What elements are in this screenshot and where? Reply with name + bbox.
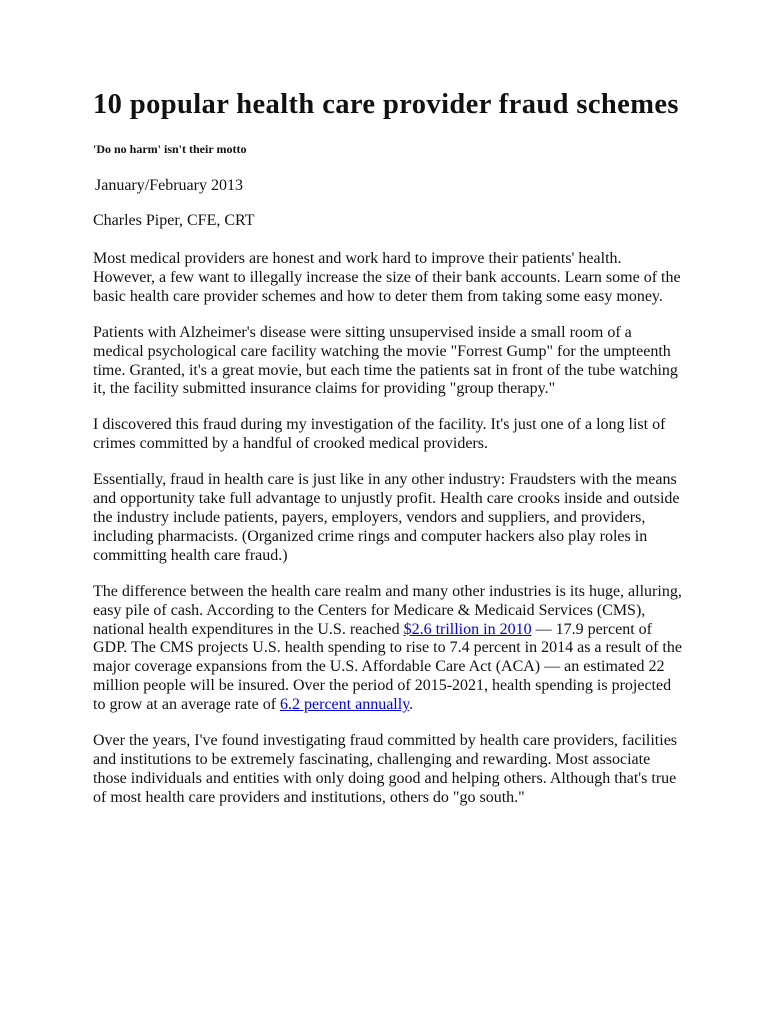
article xyxy=(93,88,685,825)
author-byline: Charles Piper, CFE, CRT xyxy=(93,212,255,229)
paragraph-intro: Most medical providers are honest and work hard to improve their patients' health. However, a few want to illegally increase the size of their bank accounts. Learn some of the basic health care provider schemes and how to deter them from taking some easy money. xyxy=(93,250,681,305)
publication-date: January/February 2013 xyxy=(95,177,243,194)
spending-text-start: The difference between the health care realm and many other industries is its huge, alluring, easy pile of cash. According to the Centers for Medicare & Medicaid Services (CMS), national health expenditures in the U.S. reached xyxy=(93,582,682,638)
article-subtitle: 'Do no harm' isn't their motto xyxy=(93,142,247,156)
article-title: 10 popular health care provider fraud schemes xyxy=(93,89,679,120)
paragraph-discovery: I discovered this fraud during my investigation of the facility. It's just one of a long list of crimes committed by a handful of crooked medical providers. xyxy=(93,416,666,453)
paragraph-health-spending xyxy=(93,583,685,715)
spending-text-end: . xyxy=(409,696,414,714)
paragraph-fraud-industry: Essentially, fraud in health care is just like in any other industry: Fraudsters with the means and opportunity take full advantage to unjustly profit. Health care crooks inside and outside the industry include patients, payers, employers, vendors and suppliers, and providers, including pharmacists. (Organized crime rings and computer hackers also play roles in committing health care fraud.) xyxy=(93,471,680,564)
paragraph-alzheimers-story: Patients with Alzheimer's disease were sitting unsupervised inside a small room of a medical psychological care facility watching the movie "Forrest Gump" for the umpteenth time. Granted, it's a great movie, but each time the patients sat in front of the tube watching it, the facility submitted insurance claims for providing "group therapy." xyxy=(93,323,678,398)
link-6-2-percent[interactable]: 6.2 percent annually xyxy=(280,696,410,714)
paragraph-investigating: Over the years, I've found investigating fraud committed by health care providers, facilities and institutions to be extremely fascinating, challenging and rewarding. Most associate those individuals and entities with only doing good and helping others. Although that's true of most health care providers and institutions, others do "go south." xyxy=(93,732,678,806)
spending-text-middle: — 17.9 percent of GDP. The CMS projects U.S. health spending to rise to 7.4 percent in 2014 as a result of the major coverage expansions from the U.S. Affordable Care Act (ACA) — an estimated 22 million people will be insured. Over the period of 2015-2021, health spending is projected to grow at an average rate of xyxy=(93,620,682,714)
link-2-6-trillion[interactable]: $2.6 trillion in 2010 xyxy=(403,620,532,638)
